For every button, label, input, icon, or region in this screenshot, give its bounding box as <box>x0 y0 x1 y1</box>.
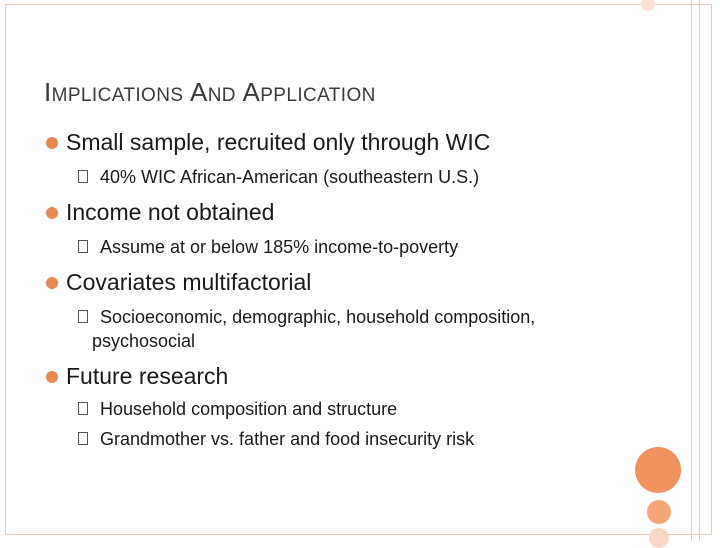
sub-bullet-text: Grandmother vs. father and food insecurity risk <box>100 429 475 449</box>
bullet-dot-icon <box>46 207 58 219</box>
bullet-3-text: Covariates multifactorial <box>66 269 312 295</box>
square-bullet-icon <box>78 432 88 445</box>
title-cap-2: A <box>189 77 208 107</box>
bullet-1-text: Small sample, recruited only through WIC <box>66 129 491 155</box>
sub-bullet-text: 40% WIC African-American (southeastern U.S.) <box>100 167 480 187</box>
title-cap-1: I <box>44 77 52 107</box>
bullet-4-text: Future research <box>66 363 229 389</box>
sub-bullet-1-1 <box>46 166 646 188</box>
bullet-3 <box>46 268 646 296</box>
square-bullet-icon <box>78 170 88 183</box>
sub-bullet-text: Assume at or below 185% income-to-poverty <box>100 237 459 257</box>
title-cap-3: A <box>242 77 261 107</box>
title-word-2: ND <box>207 85 236 106</box>
title-word-1: MPLICATIONS <box>51 85 184 106</box>
right-decor-bar <box>688 0 704 540</box>
title-word-3: PPLICATION <box>260 85 376 106</box>
slide-title <box>44 77 376 108</box>
sub-bullet-2-1 <box>46 236 646 258</box>
square-bullet-icon <box>78 310 88 323</box>
bullet-dot-icon <box>46 371 58 383</box>
bullet-1 <box>46 128 646 156</box>
sub-bullet-text: Socioeconomic, demographic, household composition, <box>100 307 536 327</box>
sub-bullet-4-2 <box>46 428 646 450</box>
square-bullet-icon <box>78 402 88 415</box>
slide-content <box>46 128 646 450</box>
bullet-dot-icon <box>46 137 58 149</box>
sub-bullet-3-1-cont <box>46 330 646 352</box>
bullet-2-text: Income not obtained <box>66 199 275 225</box>
sub-bullet-text: Household composition and structure <box>100 399 398 419</box>
bullet-4 <box>46 362 646 390</box>
sub-bullet-text: psychosocial <box>92 331 196 351</box>
decor-circle-large <box>635 447 681 493</box>
sub-bullet-4-1 <box>46 398 646 420</box>
decor-circle-small <box>649 528 669 548</box>
decor-circle-top <box>641 0 655 11</box>
decor-circle-medium <box>647 500 671 524</box>
square-bullet-icon <box>78 240 88 253</box>
bullet-2 <box>46 198 646 226</box>
sub-bullet-3-1 <box>46 306 646 328</box>
bullet-dot-icon <box>46 277 58 289</box>
